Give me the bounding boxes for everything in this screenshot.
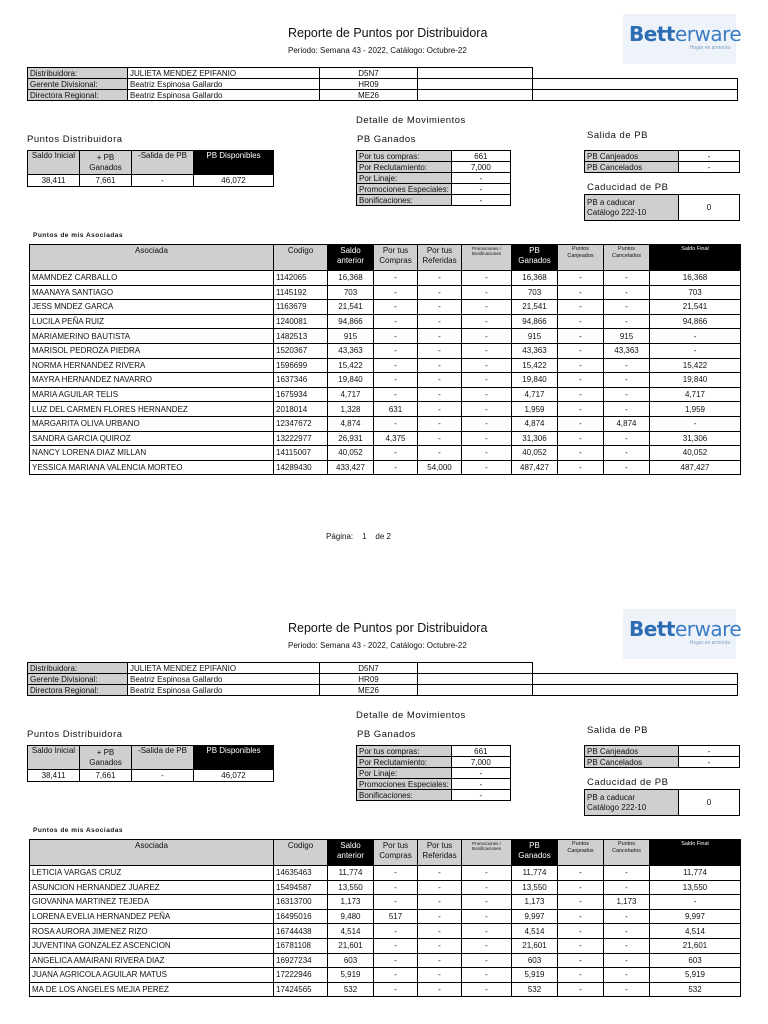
pb-ganados-table: Por tus compras: 661 Por Reclutamiento: 7,000 Por Linaje: - Promociones Especiales: - Bonificaciones: - (356, 150, 511, 206)
asociada-name: MARIA AGUILAR TELIS (30, 387, 274, 402)
table-cell: 487,427 (512, 460, 558, 475)
table-cell: - (604, 358, 650, 373)
table-cell: 703 (650, 285, 741, 300)
report-page-2 (0, 595, 768, 1024)
table-cell: - (374, 953, 418, 968)
table-cell: - (604, 314, 650, 329)
table-cell: - (558, 909, 604, 924)
table-cell: - (418, 938, 462, 953)
asociada-code: 14115007 (274, 446, 328, 461)
table-cell: 517 (374, 909, 418, 924)
table-cell: - (558, 387, 604, 402)
table-row (30, 446, 741, 461)
table-cell: - (650, 416, 741, 431)
table-cell: - (374, 968, 418, 983)
table-cell: - (604, 373, 650, 388)
table-cell: 40,052 (512, 446, 558, 461)
table-cell: 43,363 (604, 343, 650, 358)
table-row (30, 314, 741, 329)
table-cell: 915 (512, 329, 558, 344)
table-cell: - (418, 387, 462, 402)
table-cell: - (558, 968, 604, 983)
table-row (30, 895, 741, 910)
caducidad-table: PB a caducar Catálogo 222-10 0 (584, 789, 740, 816)
table-cell: - (604, 431, 650, 446)
table-cell: 9,997 (650, 909, 741, 924)
pb-ganados-title: PB Ganados (357, 729, 416, 740)
asociada-code: 14289430 (274, 460, 328, 475)
table-cell: 11,774 (650, 866, 741, 881)
table-row (30, 387, 741, 402)
table-cell: - (374, 271, 418, 286)
table-cell: - (558, 866, 604, 881)
asociada-name: MARGARITA OLIVA URBANO (30, 416, 274, 431)
info-row-directora: Directora Regional: Beatriz Espinosa Gallardo ME26 (28, 90, 738, 101)
table-cell: 16,368 (512, 271, 558, 286)
asociada-code: 16313700 (274, 895, 328, 910)
salida-pb-table: PB Canjeados - PB Cancelados - (584, 150, 740, 173)
pb-ganados-table: Por tus compras: 661 Por Reclutamiento: 7,000 Por Linaje: - Promociones Especiales: - Bonificaciones: - (356, 745, 511, 801)
table-row (30, 968, 741, 983)
pagination: Página: 1 de 2 (326, 532, 391, 541)
distributor-info-table (27, 662, 738, 696)
info-row-distribuidora: Distribuidora: JULIETA MENDEZ EPIFANIO D5N7 (28, 663, 738, 674)
info-row-gerente: Gerente Divisional: Beatriz Espinosa Gallardo HR09 (28, 79, 738, 90)
table-cell: 13,550 (328, 880, 374, 895)
table-cell: 532 (512, 982, 558, 997)
table-cell: - (374, 895, 418, 910)
table-cell: 21,541 (512, 300, 558, 315)
table-cell: - (604, 866, 650, 881)
puntos-distribuidora-table: Saldo Inicial + PB Ganados -Salida de PB PB Disponibles 38,411 7,661 - 46,072 (27, 150, 274, 187)
table-cell: - (418, 446, 462, 461)
asociada-name: LETICIA VARGAS CRUZ (30, 866, 274, 881)
asociada-name: GIOVANNA MARTINEZ TEJEDA (30, 895, 274, 910)
table-cell: - (558, 431, 604, 446)
table-cell: - (462, 343, 512, 358)
table-cell: 532 (650, 982, 741, 997)
table-row (30, 358, 741, 373)
table-cell: 1,959 (512, 402, 558, 417)
table-cell: - (650, 343, 741, 358)
table-cell: - (462, 968, 512, 983)
table-cell: 19,840 (328, 373, 374, 388)
asociada-name: ROSA AURORA JIMENEZ RIZO (30, 924, 274, 939)
table-cell: 915 (604, 329, 650, 344)
table-cell: - (418, 866, 462, 881)
table-cell: 54,000 (418, 460, 462, 475)
table-cell: - (462, 285, 512, 300)
table-row (30, 300, 741, 315)
asociada-code: 1240081 (274, 314, 328, 329)
table-cell: 4,514 (650, 924, 741, 939)
table-cell: - (462, 329, 512, 344)
table-cell: - (604, 460, 650, 475)
table-header-row: Asociada Codigo Saldo anterior Por tus Compras Por tus Referidas Promociones / Bonificaciones PB Ganados Puntos Canjeados Puntos Cancelados Saldo Final (30, 840, 741, 866)
asociadas-table (29, 244, 741, 475)
table-cell: - (650, 895, 741, 910)
puntos-distribuidora-title: Puntos Distribuidora (27, 729, 123, 740)
table-cell: 4,874 (604, 416, 650, 431)
asociada-name: MARISOL PEDROZA PIEDRA (30, 343, 274, 358)
info-row-gerente: Gerente Divisional: Beatriz Espinosa Gallardo HR09 (28, 674, 738, 685)
table-row (30, 982, 741, 997)
table-cell: 4,717 (650, 387, 741, 402)
salida-pb-table: PB Canjeados - PB Cancelados - (584, 745, 740, 768)
table-cell: - (374, 982, 418, 997)
asociada-name: LUCILA PEÑA RUIZ (30, 314, 274, 329)
table-cell: - (558, 343, 604, 358)
asociada-code: 16781108 (274, 938, 328, 953)
table-cell: 5,919 (512, 968, 558, 983)
table-cell: 19,840 (512, 373, 558, 388)
report-period: Periodo: Semana 43 - 2022, Catálogo: Octubre-22 (288, 46, 467, 55)
asociada-name: ASUNCION HERNANDEZ JUAREZ (30, 880, 274, 895)
table-cell: - (418, 880, 462, 895)
table-cell: - (604, 909, 650, 924)
table-cell: - (558, 285, 604, 300)
table-cell: - (462, 982, 512, 997)
salida-pb-title: Salida de PB (587, 725, 648, 736)
asociada-code: 16927234 (274, 953, 328, 968)
table-row (30, 402, 741, 417)
table-cell: 94,866 (512, 314, 558, 329)
table-row (30, 285, 741, 300)
asociada-code: 1675934 (274, 387, 328, 402)
table-cell: 487,427 (650, 460, 741, 475)
table-cell: - (558, 373, 604, 388)
table-cell: - (462, 953, 512, 968)
table-row (30, 909, 741, 924)
asociadas-label: Puntos de mis Asociadas (33, 232, 124, 239)
table-cell: 9,997 (512, 909, 558, 924)
asociada-code: 2018014 (274, 402, 328, 417)
salida-pb-title: Salida de PB (587, 130, 648, 141)
table-cell: - (462, 373, 512, 388)
table-cell: 40,052 (650, 446, 741, 461)
info-row-directora: Directora Regional: Beatriz Espinosa Gallardo ME26 (28, 685, 738, 696)
info-row-distribuidora: Distribuidora: JULIETA MENDEZ EPIFANIO D5N7 (28, 68, 738, 79)
table-cell: - (418, 300, 462, 315)
table-cell: - (418, 895, 462, 910)
table-cell: - (558, 300, 604, 315)
table-row (30, 938, 741, 953)
table-cell: - (418, 968, 462, 983)
table-cell: - (558, 446, 604, 461)
table-cell: - (604, 300, 650, 315)
distributor-info-table (27, 67, 738, 101)
asociada-name: LUZ DEL CARMEN FLORES HERNANDEZ (30, 402, 274, 417)
asociada-name: MARIAMERINO BAUTISTA (30, 329, 274, 344)
asociada-code: 16744438 (274, 924, 328, 939)
table-cell: - (462, 446, 512, 461)
table-cell: - (462, 880, 512, 895)
asociadas-table (29, 839, 741, 997)
table-cell: - (418, 285, 462, 300)
table-cell: 4,514 (512, 924, 558, 939)
table-cell: - (418, 373, 462, 388)
table-cell: - (462, 909, 512, 924)
table-cell: - (374, 924, 418, 939)
table-cell: - (418, 431, 462, 446)
table-cell: 15,422 (512, 358, 558, 373)
asociada-code: 1145192 (274, 285, 328, 300)
detalle-title: Detalle de Movimientos (356, 115, 466, 126)
table-cell: - (374, 285, 418, 300)
table-cell: 94,866 (650, 314, 741, 329)
table-cell: - (604, 953, 650, 968)
asociada-name: MAYRA HERNANDEZ NAVARRO (30, 373, 274, 388)
table-cell: - (558, 880, 604, 895)
table-cell: - (558, 416, 604, 431)
asociada-name: LORENA EVELIA HERNANDEZ PEÑA (30, 909, 274, 924)
asociada-name: NORMA HERNANDEZ RIVERA (30, 358, 274, 373)
betterware-logo: Betterware Hogar en armonía (623, 14, 736, 64)
table-cell: - (374, 358, 418, 373)
table-cell: 1,173 (512, 895, 558, 910)
table-cell: 4,717 (512, 387, 558, 402)
table-cell: - (462, 938, 512, 953)
asociada-code: 12347672 (274, 416, 328, 431)
asociada-name: MAMNDEZ CARBALLO (30, 271, 274, 286)
caducidad-table: PB a caducar Catálogo 222-10 0 (584, 194, 740, 221)
table-cell: - (418, 343, 462, 358)
table-cell: 26,931 (328, 431, 374, 446)
asociada-code: 15494587 (274, 880, 328, 895)
table-cell: - (604, 968, 650, 983)
table-cell: 21,601 (512, 938, 558, 953)
table-row (30, 924, 741, 939)
table-cell: - (418, 924, 462, 939)
table-cell: - (374, 329, 418, 344)
asociada-name: JESS MNDEZ GARCA (30, 300, 274, 315)
table-cell: - (374, 373, 418, 388)
asociada-name: YESSICA MARIANA VALENCIA MORTEO (30, 460, 274, 475)
table-cell: - (462, 402, 512, 417)
table-cell: - (604, 402, 650, 417)
asociada-name: MAANAYA SANTIAGO (30, 285, 274, 300)
asociada-code: 1637346 (274, 373, 328, 388)
table-cell: 9,480 (328, 909, 374, 924)
table-cell: 1,173 (604, 895, 650, 910)
table-row (30, 329, 741, 344)
caducidad-title: Caducidad de PB (587, 777, 669, 788)
table-cell: 13,550 (512, 880, 558, 895)
table-row (30, 880, 741, 895)
table-cell: - (604, 387, 650, 402)
table-cell: - (558, 402, 604, 417)
table-cell: 4,874 (328, 416, 374, 431)
table-cell: - (558, 982, 604, 997)
table-cell: - (462, 416, 512, 431)
table-cell: 4,717 (328, 387, 374, 402)
table-cell: - (462, 895, 512, 910)
report-period: Periodo: Semana 43 - 2022, Catálogo: Octubre-22 (288, 641, 467, 650)
table-cell: - (462, 924, 512, 939)
table-cell: - (558, 460, 604, 475)
asociada-name: MA DE LOS ANGELES MEJIA PEREZ (30, 982, 274, 997)
asociada-name: NANCY LORENA DIAZ MILLAN (30, 446, 274, 461)
puntos-distribuidora-table: Saldo Inicial + PB Ganados -Salida de PB PB Disponibles 38,411 7,661 - 46,072 (27, 745, 274, 782)
table-cell: - (418, 982, 462, 997)
report-title: Reporte de Puntos por Distribuidora (288, 26, 488, 40)
table-cell: - (462, 314, 512, 329)
table-cell: - (374, 446, 418, 461)
table-cell: - (650, 329, 741, 344)
table-cell: - (558, 953, 604, 968)
table-cell: - (374, 314, 418, 329)
table-cell: - (558, 314, 604, 329)
table-cell: - (604, 446, 650, 461)
table-cell: - (604, 880, 650, 895)
table-cell: - (462, 866, 512, 881)
asociada-code: 13222977 (274, 431, 328, 446)
table-cell: - (374, 300, 418, 315)
table-cell: - (462, 358, 512, 373)
report-title: Reporte de Puntos por Distribuidora (288, 621, 488, 635)
table-cell: 5,919 (328, 968, 374, 983)
table-cell: - (374, 416, 418, 431)
table-cell: - (604, 285, 650, 300)
table-row (30, 271, 741, 286)
table-cell: - (462, 271, 512, 286)
table-cell: - (418, 416, 462, 431)
table-row (30, 431, 741, 446)
asociada-name: JUANA AGRICOLA AGUILAR MATUS (30, 968, 274, 983)
table-cell: - (558, 924, 604, 939)
table-cell: 532 (328, 982, 374, 997)
pb-ganados-title: PB Ganados (357, 134, 416, 145)
table-cell: - (604, 271, 650, 286)
asociadas-table-body (30, 271, 741, 475)
asociada-code: 1142065 (274, 271, 328, 286)
table-cell: - (374, 387, 418, 402)
table-cell: 603 (512, 953, 558, 968)
table-cell: - (418, 314, 462, 329)
table-cell: - (558, 358, 604, 373)
table-row (30, 953, 741, 968)
table-cell: - (374, 343, 418, 358)
table-cell: 4,375 (374, 431, 418, 446)
puntos-distribuidora-title: Puntos Distribuidora (27, 134, 123, 145)
table-cell: 603 (650, 953, 741, 968)
table-cell: 15,422 (328, 358, 374, 373)
table-cell: 5,919 (650, 968, 741, 983)
caducidad-title: Caducidad de PB (587, 182, 669, 193)
table-cell: - (558, 329, 604, 344)
table-cell: - (418, 329, 462, 344)
table-row (30, 373, 741, 388)
table-cell: - (418, 358, 462, 373)
betterware-logo: Betterware Hogar en armonía (623, 609, 736, 659)
table-cell: 43,363 (328, 343, 374, 358)
table-cell: 94,866 (328, 314, 374, 329)
asociada-name: SANDRA GARCIA QUIROZ (30, 431, 274, 446)
table-cell: - (462, 300, 512, 315)
table-cell: 4,514 (328, 924, 374, 939)
table-cell: 40,052 (328, 446, 374, 461)
table-cell: - (418, 271, 462, 286)
table-cell: 703 (512, 285, 558, 300)
table-cell: - (558, 938, 604, 953)
table-cell: - (374, 938, 418, 953)
table-cell: 11,774 (328, 866, 374, 881)
table-cell: - (558, 271, 604, 286)
table-cell: 1,173 (328, 895, 374, 910)
table-cell: 21,541 (650, 300, 741, 315)
table-row (30, 343, 741, 358)
asociada-code: 17424565 (274, 982, 328, 997)
table-cell: 13,550 (650, 880, 741, 895)
table-cell: - (604, 982, 650, 997)
asociada-code: 16495016 (274, 909, 328, 924)
table-cell: 43,363 (512, 343, 558, 358)
table-cell: - (418, 953, 462, 968)
detalle-title: Detalle de Movimientos (356, 710, 466, 721)
table-cell: 19,840 (650, 373, 741, 388)
asociada-code: 1482513 (274, 329, 328, 344)
asociada-code: 1596699 (274, 358, 328, 373)
asociada-name: JUVENTINA GONZALEZ ASCENCION (30, 938, 274, 953)
table-cell: 4,874 (512, 416, 558, 431)
table-cell: - (604, 924, 650, 939)
asociada-code: 1520367 (274, 343, 328, 358)
table-cell: - (604, 938, 650, 953)
table-cell: 21,541 (328, 300, 374, 315)
table-cell: - (374, 460, 418, 475)
table-row (30, 416, 741, 431)
table-header-row: Asociada Codigo Saldo anterior Por tus Compras Por tus Referidas Promociones / Bonificaciones PB Ganados Puntos Canjeados Puntos Cancelados Saldo Final (30, 245, 741, 271)
table-cell: 31,306 (650, 431, 741, 446)
table-cell: 11,774 (512, 866, 558, 881)
table-cell: 1,959 (650, 402, 741, 417)
table-cell: 16,368 (650, 271, 741, 286)
table-cell: 631 (374, 402, 418, 417)
asociada-name: ANGELICA AMAIRANI RIVERA DIAZ (30, 953, 274, 968)
table-cell: 1,328 (328, 402, 374, 417)
table-cell: 31,306 (512, 431, 558, 446)
table-cell: 21,601 (650, 938, 741, 953)
table-cell: - (374, 866, 418, 881)
table-cell: - (462, 387, 512, 402)
asociadas-table-body (30, 866, 741, 997)
table-cell: - (418, 402, 462, 417)
table-cell: - (462, 431, 512, 446)
asociada-code: 17222946 (274, 968, 328, 983)
table-cell: - (558, 895, 604, 910)
asociadas-label: Puntos de mis Asociadas (33, 827, 124, 834)
table-row (30, 866, 741, 881)
table-cell: 16,368 (328, 271, 374, 286)
table-cell: 433,427 (328, 460, 374, 475)
table-cell: 603 (328, 953, 374, 968)
table-cell: - (374, 880, 418, 895)
table-cell: 703 (328, 285, 374, 300)
table-cell: - (462, 460, 512, 475)
asociada-code: 14635463 (274, 866, 328, 881)
table-cell: 15,422 (650, 358, 741, 373)
table-row (30, 460, 741, 475)
table-cell: 21,601 (328, 938, 374, 953)
table-cell: 915 (328, 329, 374, 344)
asociada-code: 1163679 (274, 300, 328, 315)
table-cell: - (418, 909, 462, 924)
